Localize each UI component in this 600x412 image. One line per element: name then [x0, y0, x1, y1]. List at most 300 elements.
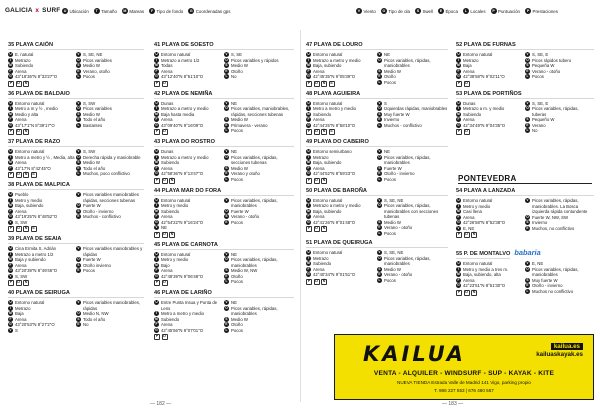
attribute-value: No [231, 74, 237, 79]
attribute-badge-icon: S [77, 111, 80, 116]
attribute-badge-icon: O [225, 57, 228, 62]
amenity-icon: P [307, 226, 311, 231]
attribute-badge-icon: T [155, 106, 158, 111]
attribute-value: NE [384, 52, 390, 57]
attribute-value: NE [231, 251, 237, 257]
attribute-value: 43°12'40"N 8°51'10"O [161, 74, 204, 79]
attribute-badge-icon: F [457, 214, 460, 219]
attribute-badge-icon: V [378, 250, 381, 255]
attribute-value: Primavera - verano [231, 122, 268, 128]
attribute-badge-icon: M [9, 63, 12, 68]
attribute-value: Bastantes [83, 122, 103, 128]
attribute-value: Baja [463, 63, 472, 68]
attribute-badge-icon: E [77, 117, 80, 122]
attribute-badge-icon: O [225, 257, 228, 262]
attribute-value: S, SE [231, 52, 242, 57]
attribute-value: Pocos [384, 79, 396, 85]
attribute-badge-icon: F [307, 117, 310, 122]
attribute-badge-icon: M [155, 63, 158, 68]
attribute-badge-icon: T [307, 106, 310, 111]
attribute-value: Picos variables, rápidas, maniobrables [384, 57, 431, 68]
attribute-value: Otoño - invierno [83, 208, 114, 214]
attribute-badge-icon: M [9, 111, 12, 116]
attribute-value: Metrazo a metro 1/2 [15, 251, 54, 257]
amenity-icon: P [307, 278, 311, 283]
attribute-badge-icon: V [457, 225, 460, 230]
attribute-badge-icon: U [9, 149, 12, 154]
kailua-logo: KAILUA [363, 342, 466, 366]
amenity-icon: P [155, 80, 159, 85]
spot-attribute [224, 74, 294, 80]
attribute-badge-icon: G [9, 322, 12, 327]
attribute-value: NE [161, 225, 167, 230]
attribute-badge-icon: V [77, 52, 80, 57]
column-4-top [456, 42, 594, 139]
legend-item [149, 8, 183, 14]
attribute-badge-icon: E [77, 268, 80, 273]
attribute-value: Arena [313, 266, 325, 272]
attribute-badge-icon: O [77, 106, 80, 111]
spot-card [8, 139, 144, 178]
attribute-badge-icon: T [457, 266, 460, 271]
spot-title: 38 PLAYA DE MALPICA [8, 182, 144, 190]
attribute-badge-icon: V [526, 100, 529, 105]
attribute-badge-icon: O [225, 208, 228, 213]
attribute-value: Baja hasta media [161, 111, 195, 117]
attribute-badge-icon: O [225, 106, 228, 111]
legend-label: Coordenadas gps [195, 8, 231, 14]
attribute-badge-icon: G [9, 74, 12, 79]
attribute-value: Otoño - invierno [532, 283, 563, 288]
attribute-badge-icon: T [307, 154, 310, 159]
attribute-badge-icon: U [9, 246, 12, 251]
attribute-value: Cina Ermita S. Adrián [15, 246, 57, 251]
attribute-value: Pocos [532, 74, 544, 79]
attribute-value: Muchos no conflictivo [532, 288, 574, 294]
legend-label: Ubicación [69, 8, 89, 14]
spot-title: 45 PLAYA DE CARNOTA [154, 242, 294, 250]
attribute-badge-icon: E [526, 225, 529, 230]
attribute-value: 43°20'39"N 8°49'46"O [15, 268, 58, 273]
attribute-badge-icon: V [155, 225, 158, 230]
amenity-icon: D [465, 289, 468, 294]
attribute-badge-icon: E [378, 74, 381, 79]
attribute-value: Otoño - invierno [384, 171, 415, 176]
attribute-value: Verano y otoño [231, 171, 260, 176]
attribute-value: Medio W [83, 111, 100, 117]
attribute-badge-icon: L [225, 327, 228, 332]
attribute-value: Arena [463, 117, 475, 122]
ad-phones: T. 986 227 553 | 676 460 557 [434, 388, 494, 393]
spot-attribute [8, 220, 76, 226]
attribute-badge-icon: G [155, 171, 158, 176]
region-heading: PONTEVEDRA [458, 174, 592, 184]
attribute-badge-icon: S [526, 220, 529, 225]
spot-attribute [525, 289, 594, 295]
attribute-badge-icon: S [225, 214, 228, 219]
attribute-badge-icon: G [9, 122, 12, 127]
attribute-value: Entorno natural [15, 149, 45, 154]
attribute-badge-icon: G [9, 268, 12, 273]
spot-title: 42 PLAYA DE NEMIÑA [154, 91, 294, 99]
attribute-badge-icon: S [225, 63, 228, 68]
amenity-icon: P [9, 280, 13, 285]
attribute-badge-icon: M [9, 160, 12, 165]
attribute-badge-icon: F [457, 117, 460, 122]
amenity-icon: Ñ [24, 172, 28, 177]
ad-address: NUEVA TIENDA Estrada Valle de Madrid 141 Vigo, parking propio [397, 380, 531, 385]
attribute-value: Metro y medio [463, 203, 491, 209]
attribute-value: Pocos [231, 279, 243, 284]
attribute-badge-icon: M [155, 316, 158, 321]
amenity-icon: P [457, 80, 461, 85]
spot-attribute [377, 177, 448, 183]
attribute-badge-icon: E [526, 122, 529, 127]
amenity-icon: D [163, 231, 166, 236]
attribute-value: Muchos - conflictivo [384, 122, 422, 128]
attribute-value: Baja, subiendo, alta [463, 272, 501, 277]
attribute-value: Bajo [161, 262, 170, 268]
spot-title: 47 PLAYA DE LOURO [306, 42, 448, 50]
attribute-value: Metro y medio [15, 197, 43, 203]
attribute-value: Arena [15, 68, 27, 74]
spot-attribute [224, 106, 294, 117]
attribute-value: Invierno [532, 220, 548, 225]
attribute-badge-icon: E [77, 214, 80, 219]
amenity-icon: D [465, 232, 468, 237]
spot-title: 49 PLAYA DO CABEIRO [306, 139, 448, 147]
attribute-value: S, SE, E [532, 100, 549, 106]
amenity-icon: D [17, 129, 20, 134]
legend-item [491, 8, 520, 14]
attribute-value: Picos variables, rápidas, secciones tubenas [231, 154, 278, 165]
attribute-value: 42°54'22"N 9°16'24"O [161, 219, 204, 225]
attribute-badge-icon: S [378, 165, 381, 170]
amenity-icon: D [17, 226, 20, 231]
legend-label: Tipo de ola [388, 8, 410, 14]
amenity-icon: Ñ [472, 232, 476, 237]
attribute-badge-icon: S [225, 268, 228, 273]
attribute-value: S, SW [83, 149, 96, 154]
attribute-value: 43°17'N 8°42'45"O [15, 165, 51, 171]
attribute-badge-icon: E [378, 272, 381, 277]
legend-item [463, 8, 486, 14]
attribute-value: 43°09'40"N 9°16'09"O [161, 122, 204, 128]
attribute-value: Medio W [83, 160, 100, 165]
spot-title: 48 PLAYA AGUIEIRA [306, 91, 448, 99]
amenity-icon: Ñ [24, 80, 28, 85]
attribute-value: Muy fuerte W [384, 111, 410, 117]
legend-right [356, 8, 558, 14]
attribute-badge-icon: G [307, 171, 310, 176]
column-1 [8, 42, 144, 337]
page-header [0, 0, 600, 24]
attribute-badge-icon: M [9, 203, 12, 208]
attribute-value: Arena [463, 277, 475, 283]
attribute-value: 42°49'39"N 9°06'48"O [161, 273, 204, 279]
attribute-value: Arena [161, 68, 173, 74]
attribute-value: Metrazo a metro 1/2 [161, 57, 200, 63]
amenity-icon: Ñ [24, 226, 28, 231]
attribute-badge-icon: M [457, 209, 460, 214]
spot-attribute [154, 123, 224, 129]
spot-attribute [8, 328, 76, 334]
attribute-badge-icon: S [225, 165, 228, 170]
column-2 [154, 42, 294, 344]
attribute-badge-icon: U [155, 52, 158, 57]
attribute-badge-icon: V [225, 300, 228, 305]
attribute-value: NE [231, 300, 237, 305]
spot-attribute [456, 123, 525, 129]
attribute-value: Subiendo [463, 111, 482, 117]
attribute-value: Metrazo [313, 154, 329, 160]
attribute-badge-icon: T [457, 106, 460, 111]
attribute-badge-icon: L [526, 74, 529, 79]
attribute-badge-icon: L [378, 122, 381, 127]
attribute-badge-icon: E [225, 273, 228, 278]
attribute-value: Pocos [384, 277, 396, 283]
attribute-value: Verano, otoño [83, 68, 110, 74]
attribute-value: Metro a metro y medio [313, 106, 356, 111]
amenity-icon: P [155, 280, 159, 285]
attribute-value: Metrazo a metro y medio [161, 106, 209, 111]
attribute-value: E, NE [532, 261, 544, 266]
attribute-badge-icon: L [378, 176, 381, 181]
spot-attribute [224, 128, 294, 134]
amenity-icon: D [163, 280, 166, 285]
attribute-value: 43°18'36"N 8°33'27"O [15, 74, 58, 79]
attribute-value: Baja y subiendo [15, 257, 46, 262]
attribute-value: Picos variables maniobrables y rápidas [83, 246, 143, 257]
attribute-value: Otoño [231, 322, 243, 327]
attribute-value: 42°34'49"N 9°04'35"O [463, 122, 506, 128]
attribute-value: Medio W, NW [231, 268, 258, 273]
topic-name: SURF [42, 7, 61, 14]
attribute-badge-icon: L [225, 128, 228, 133]
region-name: GALICIA [5, 7, 33, 14]
attribute-value: Arena [313, 165, 325, 171]
attribute-badge-icon: T [9, 251, 12, 256]
attribute-badge-icon: V [378, 100, 381, 105]
attribute-value: S, SE, NE [384, 197, 404, 203]
attribute-value: Picos variables, maniobrables, rápidas, secciones tubenas [231, 106, 290, 117]
attribute-badge-icon: T [307, 255, 310, 260]
spot-attribute [377, 256, 448, 267]
attribute-value: Medio W [231, 316, 248, 322]
attribute-value: Arena [463, 214, 475, 220]
attribute-badge-icon: M [307, 208, 310, 213]
attribute-badge-icon: T [155, 57, 158, 62]
attribute-value: NE [231, 100, 237, 106]
attribute-value: Baja, subiendo [15, 203, 44, 208]
legend-item [525, 8, 558, 14]
spot-attribute [525, 128, 594, 134]
spot-attribute [8, 274, 76, 280]
attribute-value: 42°40'34"N 9°01'51"O [313, 272, 356, 277]
spot-card [456, 42, 594, 87]
spot-title: 55 P. DE MONTALVO [456, 251, 511, 257]
attribute-value: Dunas [463, 100, 476, 106]
attribute-badge-icon: L [378, 230, 381, 235]
spot-attribute [377, 123, 448, 129]
spot-attribute [224, 155, 294, 166]
attribute-badge-icon: V [77, 192, 80, 197]
attribute-badge-icon: E [378, 117, 381, 122]
attribute-value: Verano - otoño [231, 214, 260, 219]
attribute-badge-icon: G [155, 74, 158, 79]
legend-item [94, 8, 117, 14]
amenity-icon: P [457, 289, 461, 294]
amenity-icon: S [32, 172, 35, 177]
attribute-badge-icon: O [378, 57, 381, 62]
attribute-badge-icon: U [155, 100, 158, 105]
spot-title: 44 PLAYA MAR DO FORA [154, 188, 294, 196]
attribute-value: Arena [15, 262, 27, 268]
attribute-value: Entorno natural [463, 198, 493, 203]
attribute-badge-icon: L [77, 122, 80, 127]
ad-services: VENTA - ALQUILER - WINDSURF - SUP - KAYAK - KITE [373, 370, 555, 377]
attribute-value: Otoño [231, 68, 243, 74]
attribute-badge-icon: F [9, 165, 12, 170]
attribute-value: Verano [532, 122, 546, 128]
attribute-badge-icon: G [155, 219, 158, 224]
amenity-icon: P [155, 334, 159, 339]
attribute-badge-icon: L [526, 288, 529, 293]
amenity-icon: P [155, 129, 159, 134]
attribute-value: Muchos, no conflictivo [532, 225, 575, 231]
amenity-icon: P [307, 177, 311, 182]
spot-attribute [8, 123, 76, 129]
attribute-value: Entorno natural [313, 100, 343, 106]
attribute-value: Picos variables, rápidas, maniobrables [231, 257, 278, 268]
spot-attribute [377, 80, 448, 86]
attribute-value: Arena [161, 322, 173, 327]
attribute-value: Arena [15, 160, 27, 165]
attribute-badge-icon: L [77, 171, 80, 176]
attribute-value: Izquierdas rápidas, maniobrables [384, 106, 448, 111]
legend-item [62, 8, 89, 14]
attribute-value: Subiendo [15, 63, 34, 68]
amenity-icon: S [32, 226, 35, 231]
spot-attribute [76, 171, 144, 177]
ad-web-url[interactable]: kailuaskayak.es [536, 351, 583, 358]
kailua-advertisement[interactable] [334, 334, 594, 400]
attribute-value: Picos variables, rápidas, maniobrables con secciones tubenas [384, 203, 439, 219]
spot-title: 36 PLAYA DE BALDAIO [8, 91, 144, 99]
attribute-badge-icon: O [77, 311, 80, 316]
legend-item [438, 8, 458, 14]
attribute-value: Invierno [384, 117, 400, 122]
attribute-value: Arena [15, 316, 27, 322]
attribute-badge-icon: O [378, 203, 381, 208]
attribute-badge-icon: T [457, 57, 460, 62]
spot-attribute [154, 225, 224, 231]
spot-card [456, 91, 594, 136]
attribute-value: 42°58'36"N 9°13'47"O [161, 171, 204, 176]
attribute-badge-icon: S [77, 262, 80, 267]
amenity-icon: Ñ [170, 177, 174, 182]
attribute-badge-icon: O [77, 203, 80, 208]
spot-card [306, 188, 448, 237]
attribute-value: S [15, 327, 18, 333]
amenity-icon: P [307, 80, 311, 85]
amenity-icon: Ñ [472, 289, 476, 294]
attribute-badge-icon: O [77, 257, 80, 262]
attribute-value: No [83, 322, 89, 327]
attribute-badge-icon: G [457, 74, 460, 79]
attribute-badge-icon: M [155, 208, 158, 213]
attribute-value: Arena [313, 214, 325, 219]
spot-card [154, 91, 294, 136]
attribute-value: Subiendo [313, 111, 332, 117]
amenity-icon: D [465, 129, 468, 134]
amenity-icon: D [163, 129, 166, 134]
legend-label: Swell [422, 8, 433, 14]
ad-web-label[interactable]: kailua.es [551, 343, 583, 350]
attribute-value: Subiendo [313, 261, 332, 266]
amenity-icon: P [457, 232, 461, 237]
spot-attribute [525, 74, 594, 80]
spot-card [8, 236, 144, 286]
spot-attribute [525, 198, 594, 215]
amenity-icon: S [330, 129, 333, 134]
attribute-badge-icon: T [307, 203, 310, 208]
page-gutter [300, 30, 301, 402]
attribute-badge-icon: S [77, 160, 80, 165]
attribute-value: Derecha rápida y maniobrable [83, 154, 141, 160]
attribute-value: E. natural [15, 52, 34, 57]
attribute-value: Todo el año [83, 316, 106, 322]
attribute-value: Pocos [231, 176, 243, 182]
attribute-badge-icon: F [155, 322, 158, 327]
attribute-value: Metrazo [15, 57, 31, 63]
attribute-badge-icon: U [155, 300, 158, 305]
spot-attribute [224, 177, 294, 183]
amenity-icon: Ñ [322, 278, 326, 283]
attribute-value: Medio W [83, 63, 100, 68]
amenity-icon: D [163, 80, 166, 85]
attribute-value: 42°41'26"N 9°01'48"O [313, 219, 356, 225]
spot-title: 40 PLAYA DE SEIRUGA [8, 290, 144, 298]
attribute-badge-icon: S [77, 208, 80, 213]
attribute-badge-icon: M [307, 63, 310, 68]
spot-attribute [377, 278, 448, 284]
spot-attribute [76, 300, 144, 311]
attribute-value: Medio W [231, 63, 248, 68]
attribute-value: Arena [161, 214, 173, 219]
attribute-value: Medio N, NW [83, 311, 109, 316]
amenity-icon: D [315, 129, 318, 134]
spot-attribute [306, 74, 377, 80]
attribute-value: 42°45'56"N 9°07'01"O [161, 327, 204, 333]
attribute-badge-icon: G [155, 273, 158, 278]
attribute-badge-icon: M [155, 262, 158, 267]
legend-label: Tamaño [101, 8, 117, 14]
spot-attribute [154, 300, 224, 311]
attribute-badge-icon: M [307, 261, 310, 266]
attribute-badge-icon: V [225, 100, 228, 105]
attribute-value: Fuerte W [83, 203, 101, 208]
attribute-value: S, SW [83, 100, 96, 106]
attribute-value: S, SW [15, 219, 28, 225]
attribute-badge-icon: O [378, 154, 381, 159]
attribute-badge-icon: U [155, 197, 158, 202]
amenity-icon: Ñ [322, 226, 326, 231]
legend-badge-icon: P [492, 9, 495, 13]
attribute-value: Baja, subiendo [313, 63, 342, 68]
attribute-value: Casi llena [463, 209, 482, 214]
attribute-badge-icon: M [9, 311, 12, 316]
